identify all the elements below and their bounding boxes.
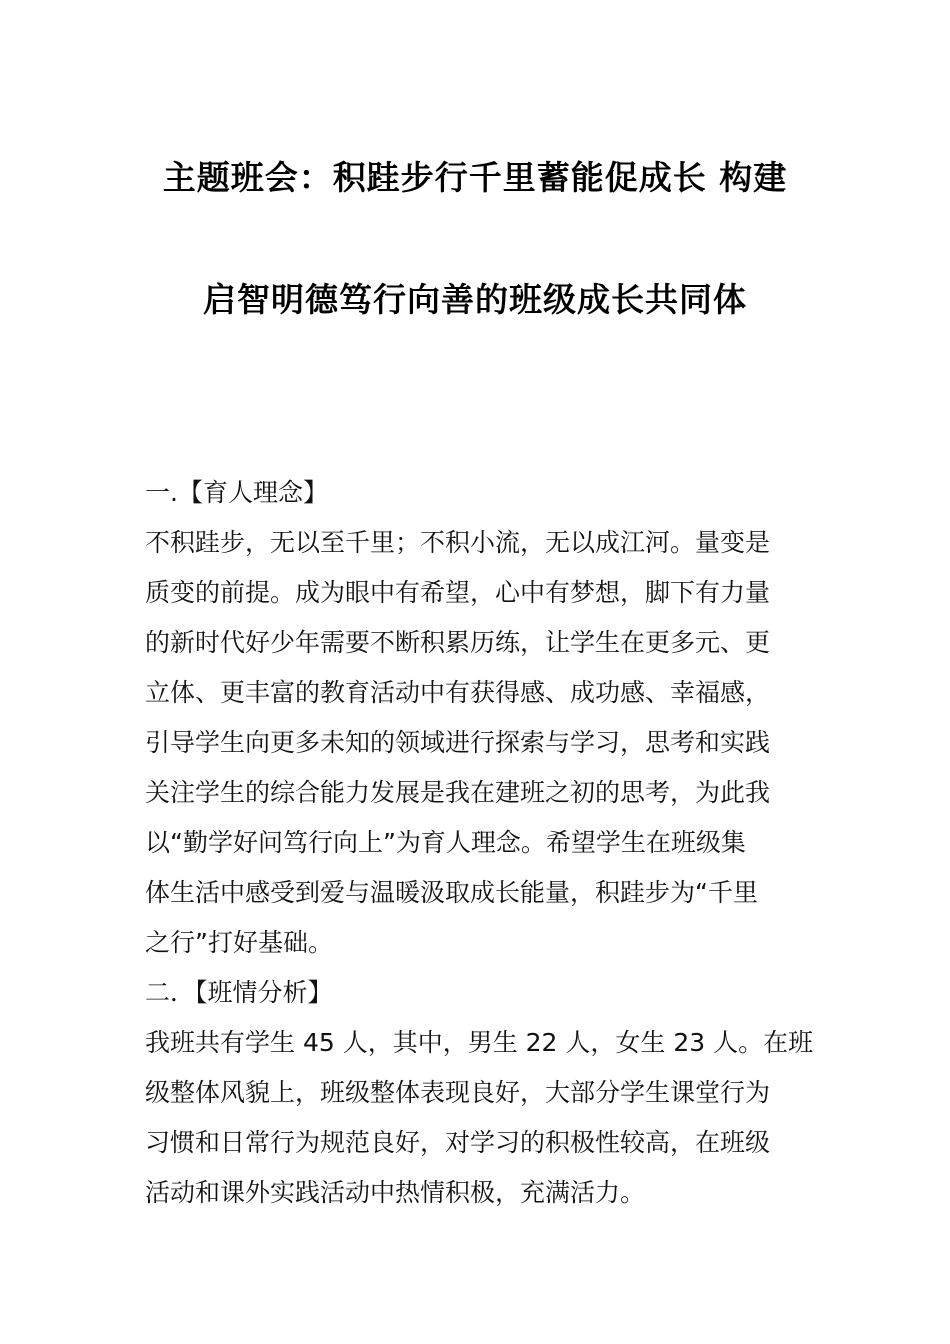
paragraph-line: 不积跬步，无以至千里；不积小流，无以成江河。量变是 [145,528,771,557]
paragraph-line: 体生活中感受到爱与温暖汲取成长能量，积跬步为“千里 [145,878,758,907]
paragraph-line: 引导学生向更多未知的领域进行探索与学习，思考和实践 [145,728,771,757]
document-body [145,468,814,1218]
document-title-line-1: 主题班会：积跬步行千里蓄能促成长 构建 [162,158,788,197]
paragraph-line: 习惯和日常行为规范良好，对学习的积极性较高，在班级 [145,1128,771,1157]
paragraph-line: 质变的前提。成为眼中有希望，心中有梦想，脚下有力量 [145,578,771,607]
paragraph-line: 活动和课外实践活动中热情积极，充满活力。 [145,1178,646,1207]
section-heading-education-philosophy: 一.【育人理念】 [145,478,328,507]
section-heading-class-analysis: 二．【班情分析】 [145,978,333,1007]
paragraph-line: 级整体风貌上，班级整体表现良好，大部分学生课堂行为 [145,1078,771,1107]
paragraph-line: 之行”打好基础。 [145,928,333,957]
paragraph-line: 立体、更丰富的教育活动中有获得感、成功感、幸福感， [145,678,771,707]
paragraph-line: 的新时代好少年需要不断积累历练，让学生在更多元、更 [145,628,771,657]
paragraph-line: 关注学生的综合能力发展是我在建班之初的思考，为此我 [145,778,771,807]
document-title-line-2: 启智明德笃行向善的班级成长共同体 [203,280,747,319]
paragraph-line: 以“勤学好问笃行向上”为育人理念。希望学生在班级集 [145,828,746,857]
paragraph-line: 我班共有学生 45 人，其中，男生 22 人，女生 23 人。在班 [145,1028,814,1057]
